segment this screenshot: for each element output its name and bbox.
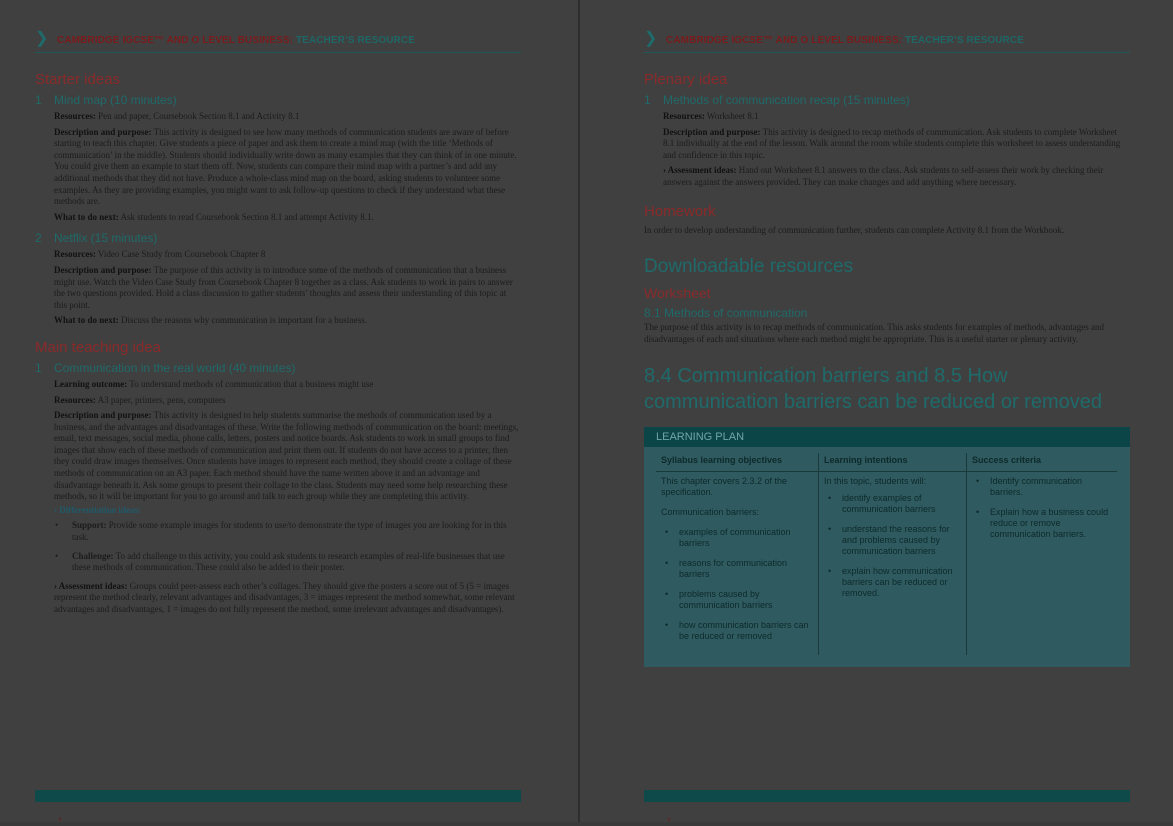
item-number: 1 [35,93,42,107]
worksheet-heading: Worksheet [644,285,711,302]
item-number: 2 [35,231,42,246]
main-teaching-idea-heading: Main teaching idea [35,338,161,356]
resources-text: Resources: Worksheet 8.1 [663,111,759,121]
plenary-idea-heading: Plenary idea [644,71,728,88]
worksheet-description: The purpose of this activity is to recap methods of communication. This asks students for examples of methods, advantages and disadvantages of each and situations where each method might be appropriate. This is a useful starter or plenary activity. [644,322,1104,344]
mind-map-title [35,93,521,108]
running-header [35,30,521,53]
header-suffix: TEACHER’S RESOURCE [295,35,415,46]
differentiation-list [54,520,521,573]
description-text: Description and purpose: This activity is designed to recap methods of communication. Ask students to complete Worksheet 8.1 individually at the end of the lesson. Walk around the room while students complete this worksheet to assess understanding and confidence in this topic. [663,126,1121,160]
running-header [644,30,1130,53]
next-step-text: What to do next: Discuss the reasons why communication is important for a business. [54,315,367,326]
item-title-text: Methods of communication recap (15 minutes) [663,93,910,107]
list-item: • Identify communication barriers. [972,476,1112,498]
success-criteria-list [972,476,1112,540]
description-text: Description and purpose: The purpose of this activity is to introduce some of the methods of communication that a business might use. Watch the Video Case Study from Coursebook Chapter 8 together as a class. Ask students to work in pairs to answer the two questions provided. Hold a class discussion to gather students’ thoughts and assess their understanding of this topic at this point. [54,264,513,310]
list-item: • identify examples of communication barriers [824,493,961,515]
objective-subhead: Communication barriers: [661,507,760,518]
list-item: • how communication barriers can be reduced or removed [661,620,813,642]
right-page-content [644,30,1130,667]
list-item: • understand the reasons for and problems caused by communication barriers [824,524,961,557]
homework-heading: Homework [644,202,716,220]
learning-plan-header: LEARNING PLAN [644,427,1130,447]
intentions-intro: In this topic, students will: [824,476,927,487]
list-item: • explain how communication barriers can be reduced or removed. [824,566,961,599]
worksheet-subheading: 8.1 Methods of communication [644,306,808,321]
next-step-text: What to do next: Ask students to read Coursebook Section 8.1 and attempt Activity 8.1. [54,211,374,222]
footer-bar [644,790,1130,802]
chevron-right-icon: ❯ [35,30,49,47]
homework-text: In order to develop understanding of communication further, students can complete Activity 8.1 from the Workbook. [644,224,1065,235]
column-header: Syllabus learning objectives [656,453,818,472]
right-page [580,0,1173,825]
netflix-title [35,231,521,246]
success-criteria-column [966,453,1117,655]
item-number: 1 [644,93,651,107]
learning-outcome-text: Learning outcome: To understand methods of communication that a business might use [54,378,374,389]
list-item: • examples of communication barriers [661,527,813,549]
learning-plan-table [656,453,1118,655]
header-suffix: TEACHER’S RESOURCE [904,35,1024,46]
resources-text: Resources: Pen and paper, Coursebook Section 8.1 and Activity 8.1 [54,111,300,121]
item-title-text: Mind map (10 minutes) [54,93,177,107]
item-number: 1 [35,360,42,375]
downloadable-resources-heading: Downloadable resources [644,256,854,278]
chevron-right-icon: › [667,811,671,825]
resources-text: Resources: Video Case Study from Coursebook Chapter 8 [54,249,266,260]
header-prefix: CAMBRIDGE IGCSE™ AND O LEVEL BUSINESS: [57,35,294,46]
intentions-column [818,453,966,655]
list-item: • Explain how a business could reduce or remove communication barriers. [972,507,1112,540]
column-header: Success criteria [967,453,1117,472]
list-item: • problems caused by communication barriers [661,589,813,611]
starter-ideas-heading: Starter ideas [35,71,121,88]
list-item: • reasons for communication barriers [661,558,813,580]
methods-recap-title [644,93,1130,108]
section-title: 8.4 Communication barriers and 8.5 How communication barriers can be reduced or removed [644,365,1102,414]
objectives-column [656,453,818,655]
chevron-right-icon: › [58,811,62,825]
resources-text: Resources: A3 paper, printers, pens, computers [54,394,226,405]
objective-intro: This chapter covers 2.3.2 of the specification. [661,476,788,498]
footer-bar [35,790,521,802]
left-page-content [35,30,521,620]
column-header: Learning intentions [819,453,966,472]
description-text: Description and purpose: This activity is designed to see how many methods of communication students are aware of before starting to teach this chapter. Give students a piece of paper and ask them to create a mind map (with the title ‘Methods of communication’ in the middle). Students should individually write down as many examples that they can think of in one minute. You could give them an example to start them off. Now, students can compare their mind map with a partner’s and add any additional methods that they did not have. Produce a whole-class mind map on the board, asking students to volunteer some examples. As they are providing examples, you might want to ask follow-up questions to check if they understand what these methods are. [54,126,517,207]
assessment-text: › Assessment ideas: Groups could peer-assess each other’s collages. They should give the posters a score out of 5 (5 = images represent the method clearly, relevant advantages and disadvantages, 3 = images represent the method somewhat, some relevant advantages and disadvantages, 1 = images do not fully represent the method, some irrelevant advantages and disadvantages). [54,580,515,614]
item-title-text: Communication in the real world (40 minutes) [54,360,296,375]
objective-list [661,527,813,642]
item-title-text: Netflix (15 minutes) [54,231,158,246]
challenge-item: • Challenge: To add challenge to this activity, you could ask students to research examples of real-life businesses that use these methods of communication. These could also be added to their poster. [54,551,521,574]
support-item: • Support: Provide some example images for students to use/to demonstrate the type of images you are looking for in this task. [54,520,521,543]
differentiation-heading: › Differentiation ideas: [54,504,141,515]
description-text: Description and purpose: This activity is designed to help students summarise the methods of communication used by a business, and the advantages and disadvantages of these. Write the following methods of communication on the board: meetings, email, text messages, social media, phone calls, letters, posters and notice boards. Ask students to work in small groups to find images that show each of these methods of communication and print them out. If students do not have access to a printer, then they could draw images themselves. Once students have images to represent each method, they should create a collage of these methods of communication on an A3 paper. Each method should have the name written above it and an advantage and disadvantage beneath it. Ask some groups to present their collage to the class. Students may need some help researching these methods, so it will be important for you to go around and talk to each group while they are completing this activity. [54,410,519,502]
communication-real-world-title [35,361,521,376]
header-prefix: CAMBRIDGE IGCSE™ AND O LEVEL BUSINESS: [666,35,903,46]
intentions-list [824,493,961,599]
left-page [0,0,578,825]
chevron-right-icon: ❯ [644,30,658,47]
learning-plan-box [644,427,1130,667]
assessment-text: › Assessment ideas: Hand out Worksheet 8.1 answers to the class. Ask students to self-assess their work by checking their answers against the answers provided. They can make changes and add anything where necessary. [663,165,1104,187]
